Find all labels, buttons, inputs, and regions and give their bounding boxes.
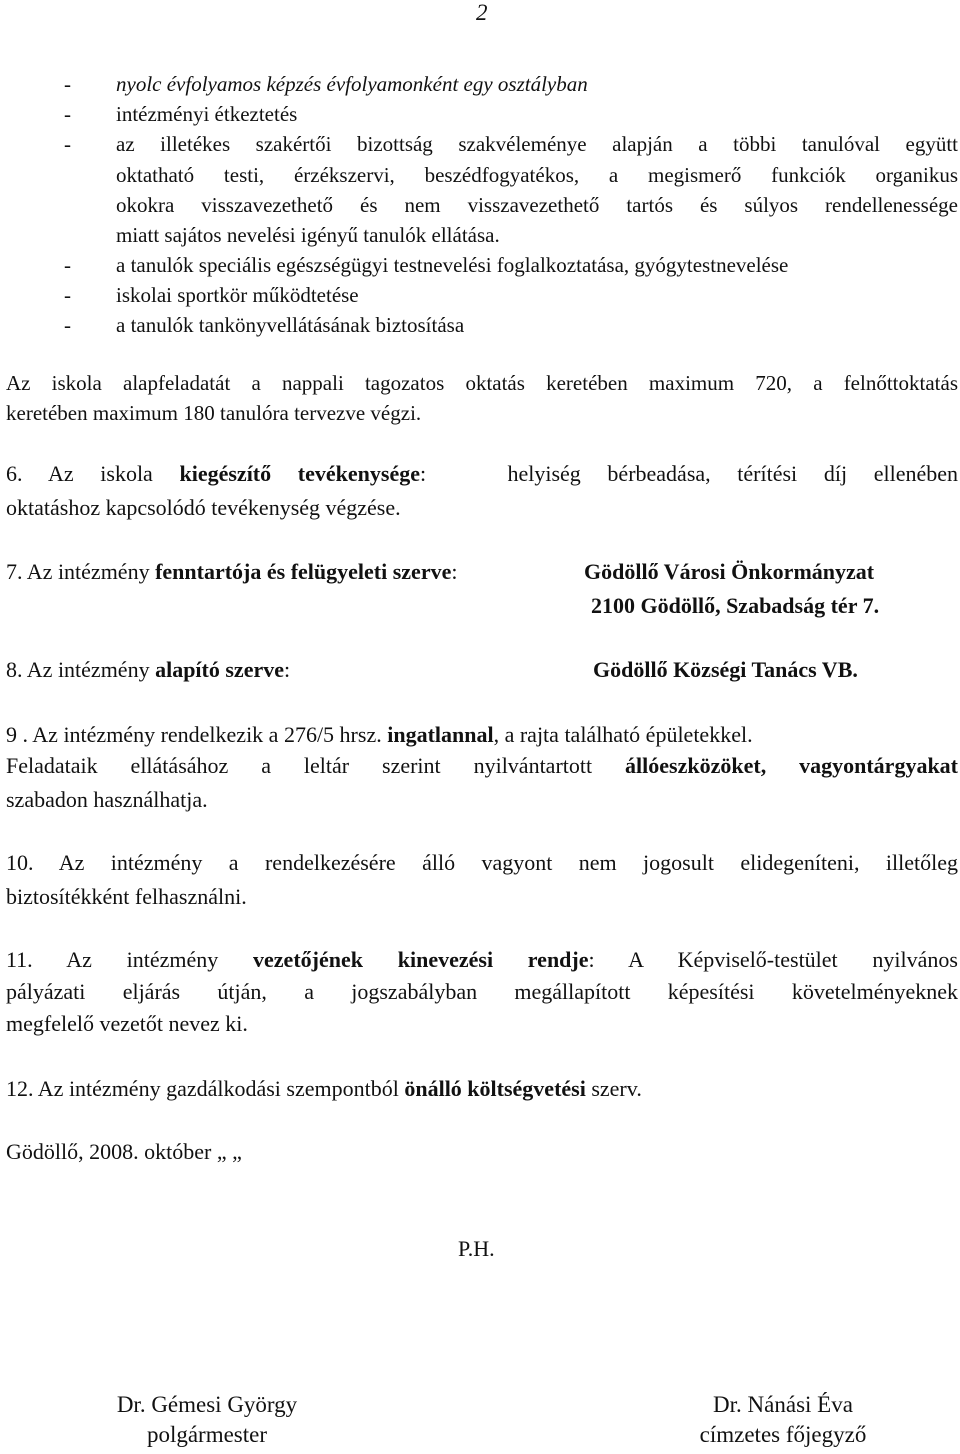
document-date: Gödöllő, 2008. október „ „ bbox=[6, 1139, 242, 1164]
section-8-label: 8. Az intézmény alapító szerve: bbox=[6, 657, 291, 682]
section-9-line: 9 . Az intézmény rendelkezik a 276/5 hrsz. ingatlannal, a rajta található épületekkel. bbox=[6, 722, 753, 747]
section-12-line: 12. Az intézmény gazdálkodási szempontból önálló költségvetési szerv. bbox=[6, 1076, 642, 1101]
section-9-line: Feladataik ellátásához a leltár szerint nyilvántartott állóeszközöket, vagyontárgyakat bbox=[6, 753, 959, 778]
signature-block-mayor bbox=[94, 1390, 320, 1450]
list-item-text: intézményi étkeztetés bbox=[116, 102, 298, 126]
capacity-paragraph-line: keretében maximum 180 tanulóra tervezve végzi. bbox=[6, 401, 422, 425]
section-9-line: szabadon használhatja. bbox=[6, 787, 208, 812]
section-7-heading: fenntartója és felügyeleti szerve bbox=[155, 559, 452, 584]
signature-block-notary bbox=[680, 1390, 886, 1450]
stamp-placeholder: P.H. bbox=[458, 1236, 495, 1261]
section-11-heading: vezetőjének kinevezési rendje bbox=[253, 947, 589, 972]
section-7-label: 7. Az intézmény fenntartója és felügyeleti szerve: bbox=[6, 559, 458, 584]
capacity-paragraph-line: Az iskola alapfeladatát a nappali tagozatos oktatás keretében maximum 720, a felnőttoktatás bbox=[6, 371, 958, 395]
signatory-name: Dr. Nánási Éva bbox=[713, 1392, 853, 1417]
section-6-line: 6. Az iskola kiegészítő tevékenysége: helyiség bérbeadása, térítési díj ellenében bbox=[6, 461, 959, 486]
section-8-value: Gödöllő Községi Tanács VB. bbox=[593, 657, 858, 682]
section-7-value: Gödöllő Városi Önkormányzat bbox=[584, 559, 875, 584]
list-item-text: az illetékes szakértői bizottság szakvéleménye alapján a többi tanulóval együtt bbox=[116, 132, 958, 156]
section-10-line: 10. Az intézmény a rendelkezésére álló vagyont nem jogosult elidegeníteni, illetőleg bbox=[6, 850, 958, 875]
section-9-bold-property: ingatlannal bbox=[387, 722, 494, 747]
section-11-line: pályázati eljárás útján, a jogszabályban megállapított képesítési követelményeknek bbox=[6, 979, 958, 1004]
page-number: 2 bbox=[476, 0, 488, 25]
signatory-name: Dr. Gémesi György bbox=[116, 1392, 298, 1417]
section-9-bold-assets: állóeszközöket, vagyontárgyakat bbox=[625, 753, 959, 778]
list-item-continuation: oktatható testi, érzékszervi, beszédfogyatékos, a megismerő funkciók organikus bbox=[116, 163, 958, 187]
section-6-line: oktatáshoz kapcsolódó tevékenység végzése. bbox=[6, 495, 401, 520]
list-item-text: nyolc évfolyamos képzés évfolyamonként egy osztályban bbox=[116, 72, 588, 96]
list-item-continuation: miatt sajátos nevelési igényű tanulók ellátása. bbox=[116, 223, 500, 247]
list-item-text: iskolai sportkör működtetése bbox=[116, 283, 359, 307]
section-7-address: 2100 Gödöllő, Szabadság tér 7. bbox=[591, 593, 880, 618]
section-10-line: biztosítékként felhasználni. bbox=[6, 884, 247, 909]
list-item-continuation: okokra visszavezethető és nem visszavezethető tartós és súlyos rendellenessége bbox=[116, 193, 958, 217]
list-item-text: a tanulók speciális egészségügyi testnevelési foglalkoztatása, gyógytestnevelése bbox=[116, 253, 789, 277]
signatory-title: címzetes főjegyző bbox=[699, 1422, 867, 1447]
signatory-title: polgármester bbox=[146, 1422, 268, 1447]
list-item-text: a tanulók tankönyvellátásának biztosítása bbox=[116, 313, 465, 337]
section-8-heading: alapító szerve bbox=[155, 657, 284, 682]
section-11-line: megfelelő vezetőt nevez ki. bbox=[6, 1011, 248, 1036]
section-12-bold: önálló költségvetési bbox=[404, 1076, 586, 1101]
section-6-heading: kiegészítő tevékenysége bbox=[179, 461, 420, 486]
section-11-line: 11. Az intézmény vezetőjének kinevezési rendje: A Képviselő-testület nyilvános bbox=[6, 947, 958, 972]
